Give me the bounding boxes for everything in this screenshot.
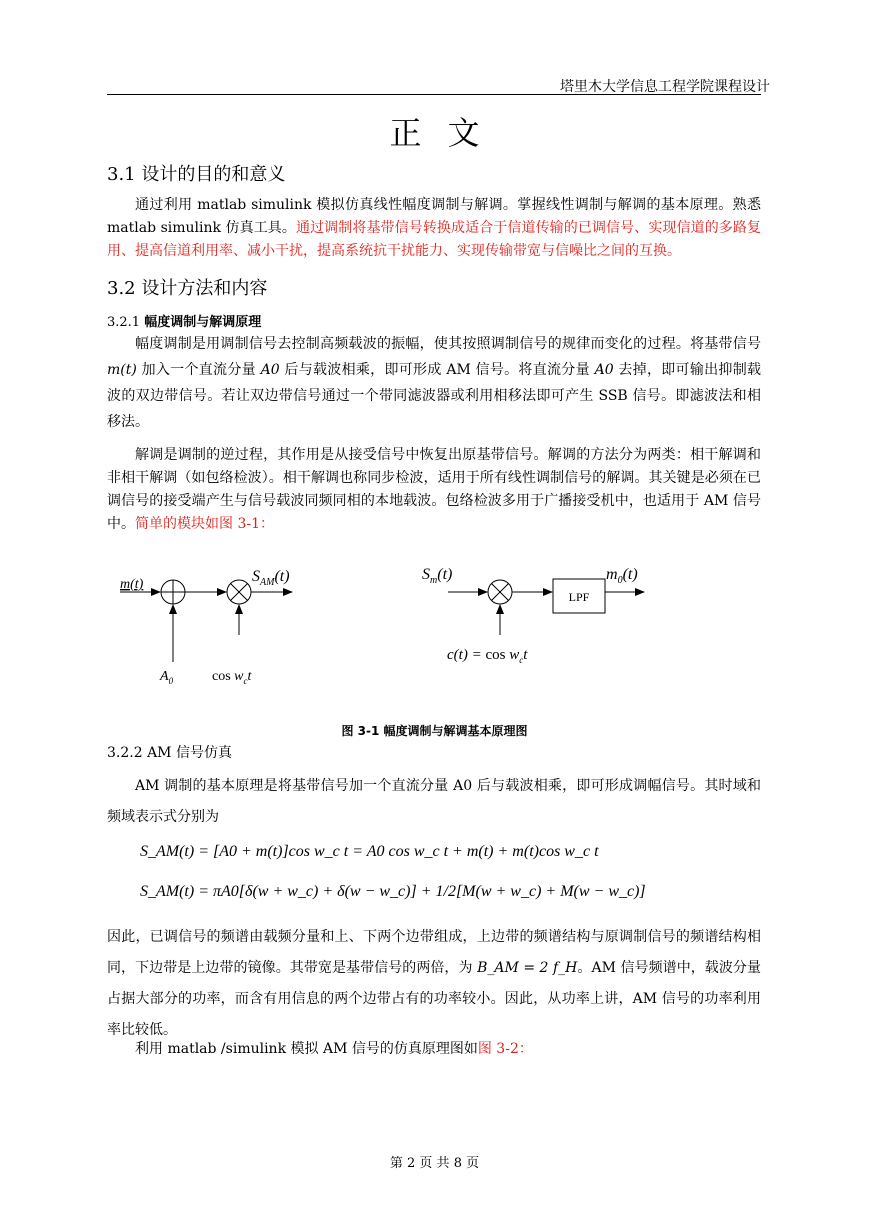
page-footer: 第 2 页 共 8 页 [389,1156,480,1171]
math-m-t: m(t) [107,362,137,378]
dc-label: $A_0$ [160,669,174,686]
text-run: 利用 matlab /simulink 模拟 AM 信号的仿真原理图如 [135,1041,478,1057]
math-A0: A0 [260,362,280,378]
modulation-paragraph [107,331,761,435]
subsection-3-2-1-heading [107,311,261,330]
equation-frequency-domain: S_AM(t) = πA0[δ(w + w_c) + δ(w − w_c)] + 1/2[M(w + w_c) + M(w − w_c)] [140,883,646,900]
subsection-title: 幅度调制与解调原理 [144,315,262,330]
header-rule [107,94,761,95]
section-3-1-text: 通过利用 matlab simulink 模拟仿真线性幅度调制与解调。掌握线性调制与解调的基本原理。熟悉 matlab simulink 仿真工具。 [107,197,761,236]
figure-3-1-diagram [100,555,700,695]
text-run: 解调是调制的逆过程，其作用是从接受信号中恢复出原基带信号。解调的方法分为两类：相干解调和非相干解调（如包络检波）。相干解调也称同步检波，适用于所有线性调制信号的解调。其关键是必须在已调信号的接受端产生与信号载波同频同相的本地载波。包络检波多用于广播接受机中，也适用于 AM 信号中。 [107,447,761,532]
text-run: 后与载波相乘，即可形成 AM 信号。将直流分量 [279,362,595,378]
demodulation-paragraph [107,444,761,536]
am-spectrum-paragraph [107,922,761,1046]
page-title: 正文 [389,114,506,152]
text-run: 。AM 信号频谱中，载波分量占据大部分的功率，而含有用信息的两个边带占有的功率较小。因此，从功率上讲，AM 信号的功率利用率比较低。 [107,960,761,1038]
text-run: 去掉，即可输出抑制载波的双边带信号。若让双边带信号通过一个带同滤波器或利用相移法即可产生 SSB 信号。即滤波法和相移法。 [107,362,761,430]
section-3-1-paragraph [107,194,761,263]
text-run: 加入一个直流分量 [136,362,261,378]
text-run: 幅度调制是用调制信号去控制高频载波的振幅，使其按照调制信号的规律而变化的过程。将基带信号 [135,336,761,352]
section-3-1-heading: 3.1 设计的目的和意义 [107,164,286,185]
subsection-3-2-2-heading: 3.2.2 AM 信号仿真 [107,745,232,761]
math-bandwidth: B_AM = 2 f_H [477,960,578,976]
lpf-label: LPF [568,590,590,604]
demod-input-label: $S_m(t)$ [422,566,453,586]
text-run: 因此，已调信号的频谱由载频分量和上、下两个边带组成，上边带的频谱结构与原调制信号的频谱结构相同，下边带是上边带的镜像。其带宽是基带信号的两倍，为 [107,929,761,976]
equation-time-domain: S_AM(t) = [A0 + m(t)]cos w_c t = A0 cos w_c t + m(t) + m(t)cos w_c t [140,843,599,860]
am-intro-paragraph: AM 调制的基本原理是将基带信号加一个直流分量 A0 后与载波相乘，即可形成调幅信号。其时域和频域表示式分别为 [107,778,761,825]
demod-output-label: $m_0(t)$ [606,566,638,586]
math-A0-2: A0 [594,362,614,378]
section-3-1-highlight: 通过调制将基带信号转换成适合于信道传输的已调信号、实现信道的多路复用、提高信道利用率、减小干扰，提高系统抗干扰能力、实现传输带宽与信噪比之间的互换。 [107,220,761,259]
figure-3-2-ref: 图 3-2： [477,1041,533,1057]
figure-ref: 简单的模块如图 3-1： [135,516,274,532]
subsection-number: 3.2.1 [107,315,141,330]
section-3-2-heading: 3.2 设计方法和内容 [107,278,268,299]
mod-output-label: $S_{AM}(t)$ [252,568,290,588]
local-carrier-label: $c(t) = \cos w_ct$ [447,647,528,665]
mod-input-label: m(t) [120,577,144,592]
figure-3-1-caption: 图 3-1 幅度调制与解调基本原理图 [341,724,528,738]
simulink-paragraph [107,1038,761,1061]
carrier-label: $\cos w_ct$ [212,669,252,686]
running-header: 塔里木大学信息工程学院课程设计 [560,79,770,95]
